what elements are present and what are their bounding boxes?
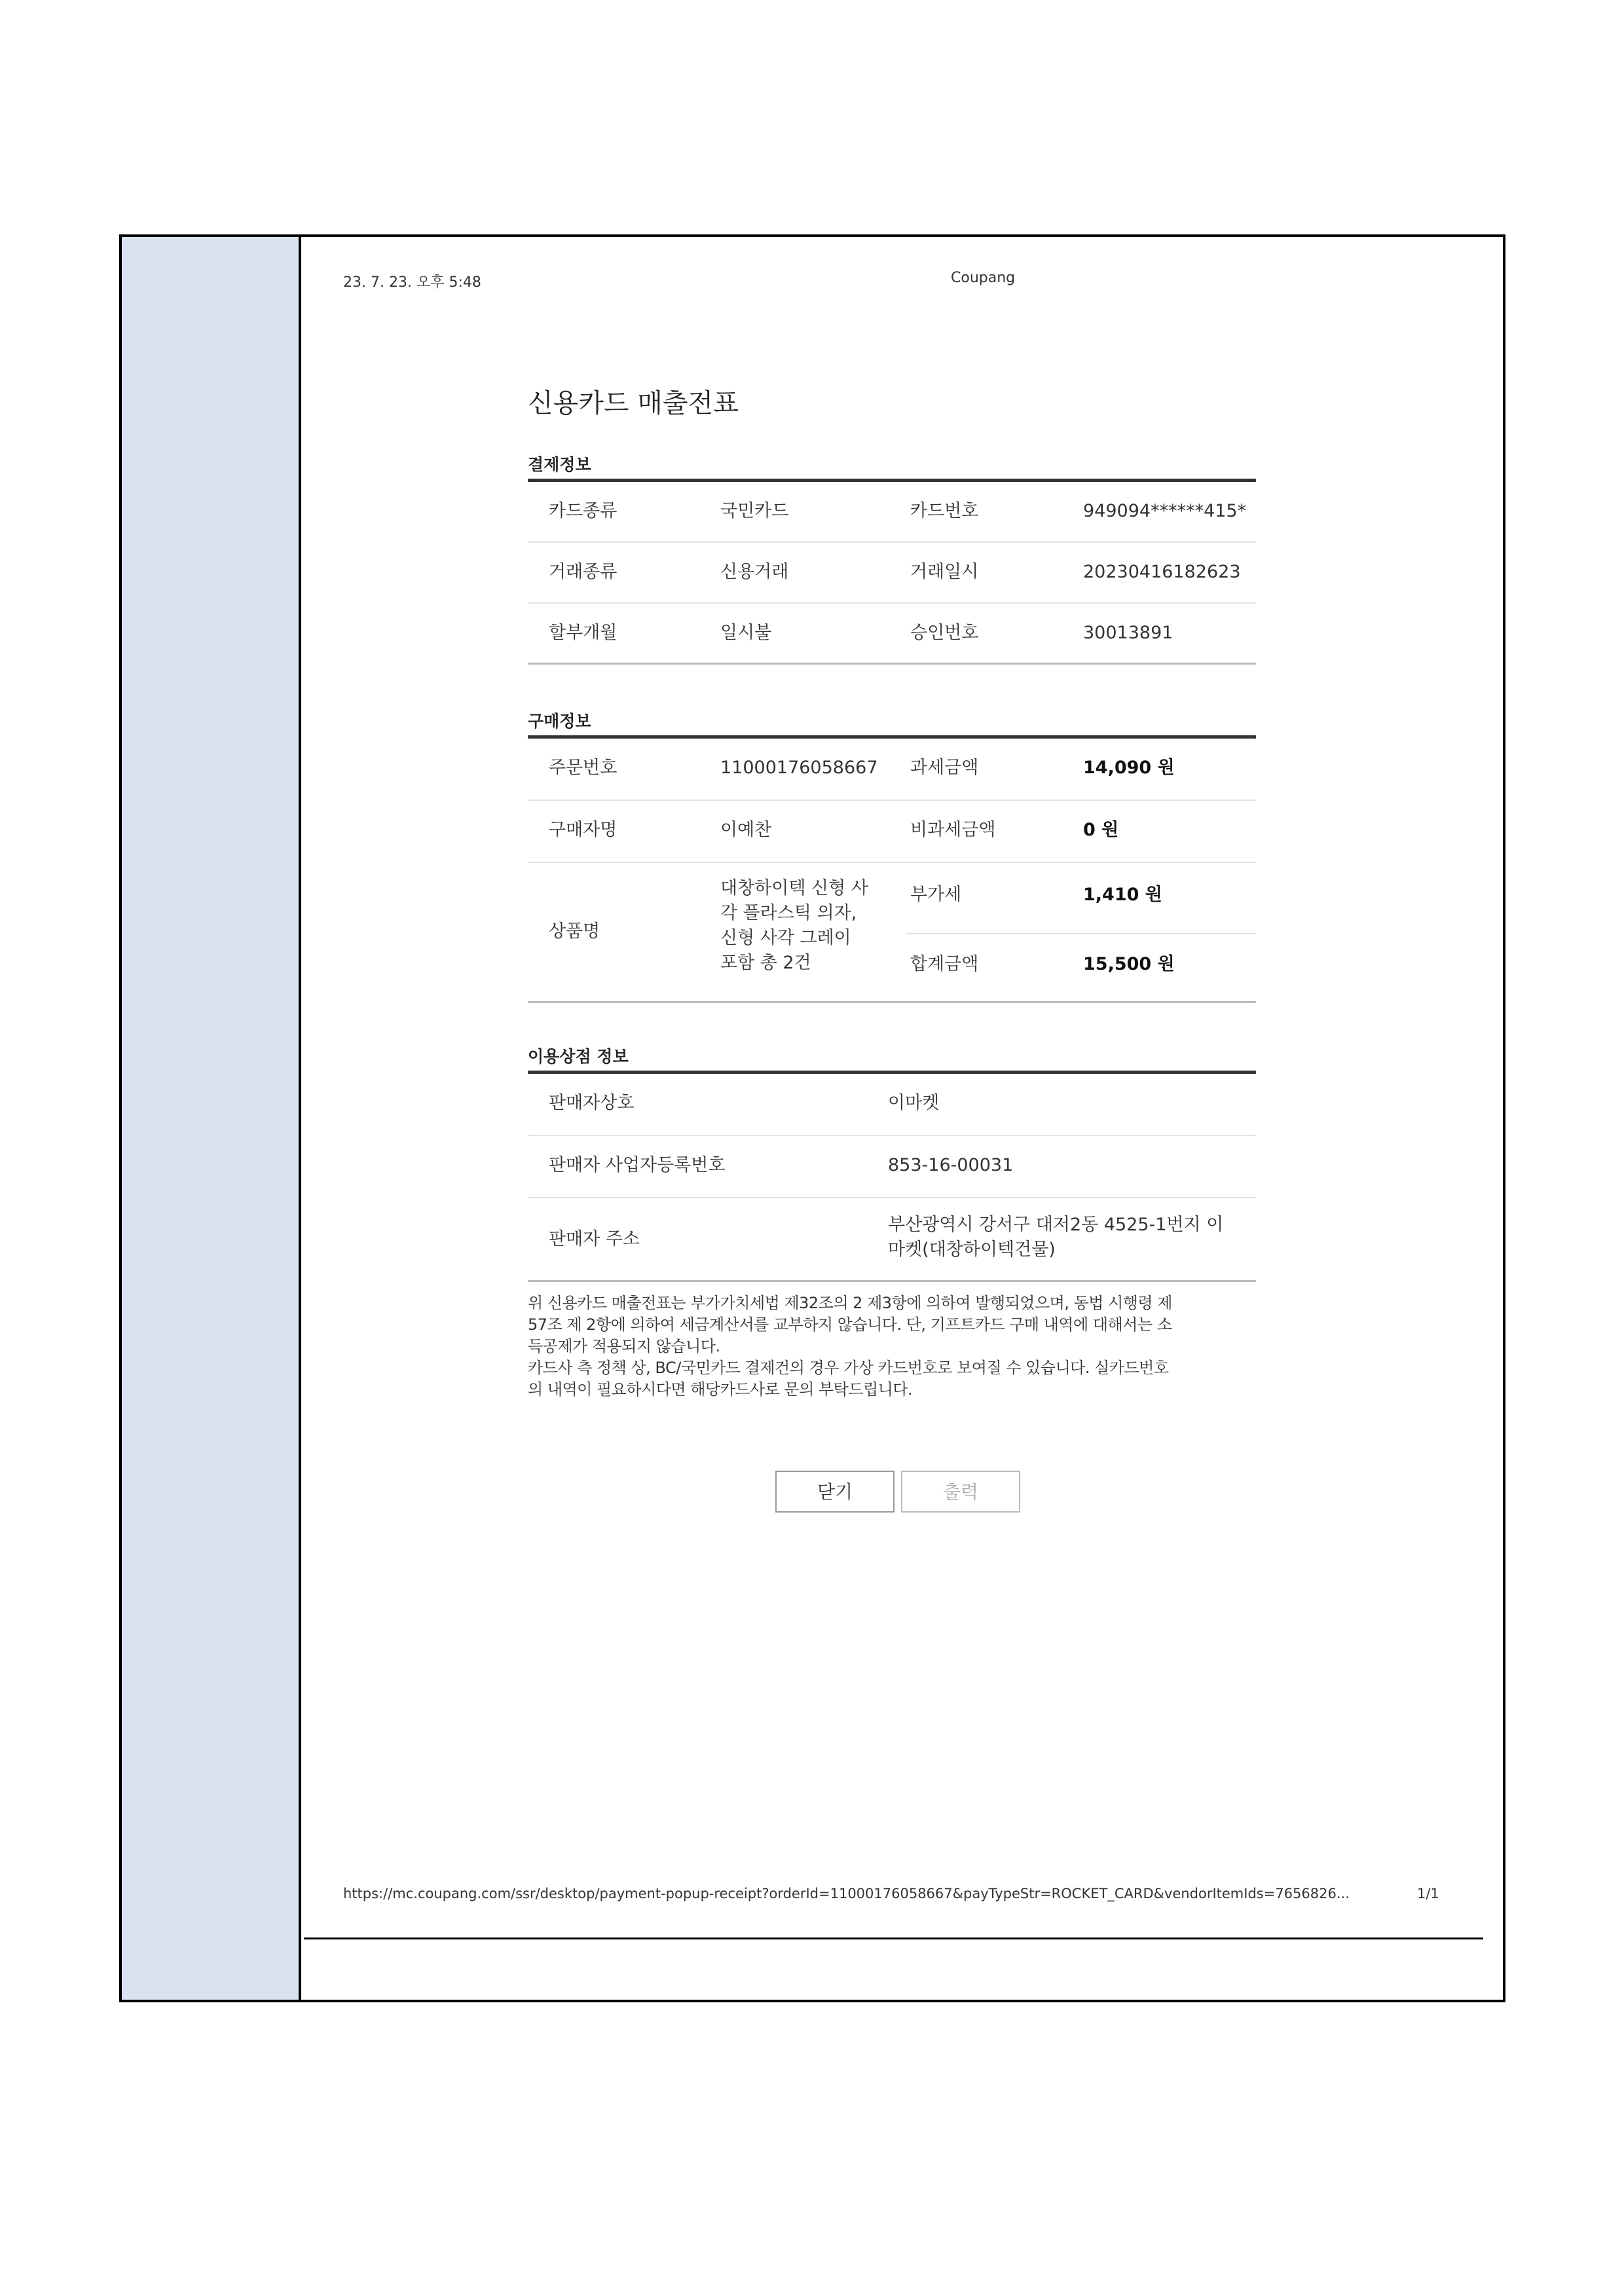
payment-value: 949094******415* <box>1083 501 1247 521</box>
product-name-line: 신형 사각 그레이 <box>720 928 851 948</box>
merchant-section-title: 이용상점 정보 <box>528 1047 629 1066</box>
merchant-label: 판매자 사업자등록번호 <box>549 1155 726 1175</box>
vat-value: 1,410 원 <box>1083 885 1162 905</box>
notice-line: 카드사 측 정책 상, BC/국민카드 결제건의 경우 가상 카드번호로 보여질 수 있습니다. 실카드번호 <box>528 1359 1169 1377</box>
print-footer-url: https://mc.coupang.com/ssr/desktop/payment-popup-receipt?orderId=11000176058667&payTypeStr=ROCKET_CARD&vendorItemIds=7656826... <box>343 1886 1350 1901</box>
page-number: 1/1 <box>1417 1886 1439 1901</box>
table-row <box>528 739 1256 801</box>
print-button[interactable]: 출력 <box>901 1471 1020 1513</box>
payment-value: 30013891 <box>1083 623 1173 643</box>
product-name-value <box>720 876 868 976</box>
print-site-title: Coupang <box>951 270 1016 286</box>
merchant-address-value <box>888 1213 1223 1262</box>
notice-line: 위 신용카드 매출전표는 부가가치세법 제32조의 2 제3항에 의하여 발행되었으며, 동법 시행령 제 <box>528 1294 1172 1312</box>
product-name-line: 포함 총 2건 <box>720 953 811 973</box>
payment-value: 국민카드 <box>720 501 789 521</box>
table-row <box>528 801 1256 863</box>
purchase-table <box>528 735 1256 1003</box>
product-name-line: 각 플라스틱 의자, <box>720 903 857 923</box>
close-button[interactable]: 닫기 <box>775 1471 895 1513</box>
print-date: 23. 7. 23. 오후 5:48 <box>343 274 481 291</box>
merchant-table <box>528 1071 1256 1282</box>
table-row <box>528 1136 1256 1198</box>
buyer-name-label: 구매자명 <box>549 820 618 840</box>
merchant-label: 판매자상호 <box>549 1093 635 1113</box>
payment-label: 승인번호 <box>910 623 979 643</box>
total-amount-value: 15,500 원 <box>1083 954 1175 974</box>
table-row <box>528 1198 1256 1282</box>
order-number-label: 주문번호 <box>549 758 618 778</box>
product-name-line: 대창하이텍 신형 사 <box>720 878 868 898</box>
nontax-amount-value: 0 원 <box>1083 820 1119 840</box>
address-line: 부산광역시 강서구 대저2동 4525-1번지 이 <box>888 1215 1224 1235</box>
total-amount-label: 합계금액 <box>910 954 979 974</box>
payment-label: 카드종류 <box>549 501 618 521</box>
merchant-address-label: 판매자 주소 <box>549 1229 640 1249</box>
payment-table <box>528 479 1256 665</box>
payment-value: 신용거래 <box>720 562 789 582</box>
row-divider <box>906 933 1256 934</box>
notice-line: 득공제가 적용되지 않습니다. <box>528 1337 720 1355</box>
vat-label: 부가세 <box>910 885 962 905</box>
notice-line: 의 내역이 필요하시다면 해당카드사로 문의 부탁드립니다. <box>528 1380 913 1399</box>
payment-label: 거래종류 <box>549 562 618 582</box>
payment-label: 할부개월 <box>549 623 618 643</box>
merchant-value: 이마켓 <box>888 1093 940 1113</box>
receipt-title: 신용카드 매출전표 <box>528 388 739 418</box>
buyer-name-value: 이예찬 <box>720 820 772 840</box>
document-frame <box>119 234 1505 2002</box>
merchant-value: 853-16-00031 <box>888 1155 1014 1175</box>
payment-section-title: 결제정보 <box>528 455 591 474</box>
product-name-label: 상품명 <box>549 921 600 942</box>
order-number-value: 11000176058667 <box>720 758 878 778</box>
table-row <box>528 604 1256 665</box>
side-panel <box>122 237 301 2000</box>
printed-page <box>304 237 1503 2000</box>
purchase-section-title: 구매정보 <box>528 712 591 731</box>
payment-value: 20230416182623 <box>1083 562 1241 582</box>
nontax-amount-label: 비과세금액 <box>910 820 996 840</box>
payment-label: 거래일시 <box>910 562 979 582</box>
table-row <box>528 863 1256 1003</box>
notice-text <box>528 1293 1256 1401</box>
notice-line: 57조 제 2항에 의하여 세금계산서를 교부하지 않습니다. 단, 기프트카드 구매 내역에 대해서는 소 <box>528 1315 1172 1334</box>
payment-label: 카드번호 <box>910 501 979 521</box>
taxable-amount-label: 과세금액 <box>910 758 979 778</box>
divider <box>304 1937 1483 1939</box>
taxable-amount-value: 14,090 원 <box>1083 758 1175 778</box>
payment-value: 일시불 <box>720 623 772 643</box>
address-line: 마켓(대창하이텍건물) <box>888 1239 1056 1260</box>
table-row <box>528 543 1256 604</box>
table-row <box>528 482 1256 543</box>
table-row <box>528 1074 1256 1136</box>
